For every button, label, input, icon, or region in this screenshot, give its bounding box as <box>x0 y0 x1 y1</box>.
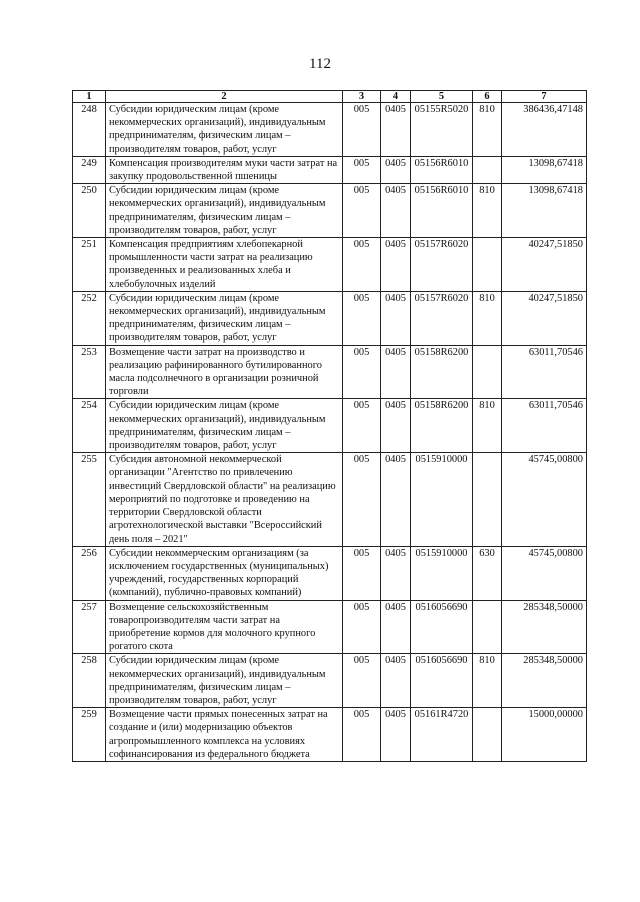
table-row <box>73 103 587 157</box>
expense-type-code: 630 <box>473 546 502 600</box>
row-number: 257 <box>73 600 106 654</box>
table-row <box>73 399 587 453</box>
row-description: Субсидии юридическим лицам (кроме некоммерческих организаций), индивидуальным предпринимателям, физическим лицам – производителям товаров, работ, услуг <box>106 184 343 238</box>
target-article-code: 0515910000 <box>411 546 473 600</box>
amount: 45745,00800 <box>502 546 587 600</box>
ministry-code: 005 <box>343 291 381 345</box>
amount: 40247,51850 <box>502 291 587 345</box>
row-number: 248 <box>73 103 106 157</box>
row-number: 251 <box>73 238 106 292</box>
ministry-code: 005 <box>343 708 381 762</box>
ministry-code: 005 <box>343 546 381 600</box>
header-cell: 5 <box>411 91 473 103</box>
expense-type-code <box>473 156 502 183</box>
amount: 285348,50000 <box>502 654 587 708</box>
expense-type-code: 810 <box>473 399 502 453</box>
table-row <box>73 156 587 183</box>
row-description: Возмещение части прямых понесенных затрат на создание и (или) модернизацию объектов агропромышленного комплекса на условиях софинансирования из федерального бюджета <box>106 708 343 762</box>
target-article-code: 05161R4720 <box>411 708 473 762</box>
amount: 63011,70546 <box>502 399 587 453</box>
row-description: Возмещение части затрат на производство и реализацию рафинированного бутилированного масла подсолнечного в организации розничной торговли <box>106 345 343 399</box>
table-row <box>73 453 587 546</box>
table-row <box>73 184 587 238</box>
row-description: Субсидии юридическим лицам (кроме некоммерческих организаций), индивидуальным предпринимателям, физическим лицам – производителям товаров, работ, услуг <box>106 654 343 708</box>
amount: 13098,67418 <box>502 184 587 238</box>
header-cell: 1 <box>73 91 106 103</box>
target-article-code: 05155R5020 <box>411 103 473 157</box>
section-code: 0405 <box>381 600 411 654</box>
row-number: 253 <box>73 345 106 399</box>
ministry-code: 005 <box>343 453 381 546</box>
expense-type-code <box>473 345 502 399</box>
ministry-code: 005 <box>343 156 381 183</box>
section-code: 0405 <box>381 103 411 157</box>
row-number: 254 <box>73 399 106 453</box>
expense-type-code <box>473 708 502 762</box>
table-row <box>73 238 587 292</box>
section-code: 0405 <box>381 345 411 399</box>
header-cell: 2 <box>106 91 343 103</box>
amount: 40247,51850 <box>502 238 587 292</box>
table-row <box>73 291 587 345</box>
section-code: 0405 <box>381 184 411 238</box>
ministry-code: 005 <box>343 654 381 708</box>
row-number: 258 <box>73 654 106 708</box>
expense-type-code <box>473 600 502 654</box>
table-row <box>73 654 587 708</box>
ministry-code: 005 <box>343 238 381 292</box>
row-description: Субсидия автономной некоммерческой организации "Агентство по привлечению инвестиций Свердловской области" на реализацию мероприятий по подготовке и проведению на территории Свердловской области агротехнологической выставки "Всероссийский день поля – 2021" <box>106 453 343 546</box>
section-code: 0405 <box>381 708 411 762</box>
row-description: Субсидии юридическим лицам (кроме некоммерческих организаций), индивидуальным предпринимателям, физическим лицам – производителям товаров, работ, услуг <box>106 291 343 345</box>
row-number: 256 <box>73 546 106 600</box>
row-description: Субсидии некоммерческим организациям (за исключением государственных (муниципальных) учреждений, государственных корпораций (компаний), публично-правовых компаний) <box>106 546 343 600</box>
amount: 13098,67418 <box>502 156 587 183</box>
target-article-code: 05156R6010 <box>411 156 473 183</box>
row-description: Субсидии юридическим лицам (кроме некоммерческих организаций), индивидуальным предпринимателям, физическим лицам – производителям товаров, работ, услуг <box>106 103 343 157</box>
amount: 285348,50000 <box>502 600 587 654</box>
expense-type-code <box>473 238 502 292</box>
page-number: 112 <box>309 56 331 72</box>
ministry-code: 005 <box>343 184 381 238</box>
ministry-code: 005 <box>343 103 381 157</box>
header-cell: 6 <box>473 91 502 103</box>
section-code: 0405 <box>381 399 411 453</box>
amount: 63011,70546 <box>502 345 587 399</box>
ministry-code: 005 <box>343 345 381 399</box>
table-row <box>73 600 587 654</box>
target-article-code: 05157R6020 <box>411 291 473 345</box>
row-number: 255 <box>73 453 106 546</box>
row-description: Компенсация предприятиям хлебопекарной промышленности части затрат на реализацию произведенных и реализованных хлеба и хлебобулочных изделий <box>106 238 343 292</box>
section-code: 0405 <box>381 156 411 183</box>
row-number: 249 <box>73 156 106 183</box>
section-code: 0405 <box>381 291 411 345</box>
amount: 45745,00800 <box>502 453 587 546</box>
row-description: Компенсация производителям муки части затрат на закупку продовольственной пшеницы <box>106 156 343 183</box>
table-row <box>73 708 587 762</box>
header-row <box>73 91 587 103</box>
target-article-code: 0516056690 <box>411 654 473 708</box>
header-cell: 4 <box>381 91 411 103</box>
target-article-code: 05156R6010 <box>411 184 473 238</box>
table-row <box>73 546 587 600</box>
budget-table <box>72 90 587 762</box>
header-cell: 7 <box>502 91 587 103</box>
ministry-code: 005 <box>343 600 381 654</box>
expense-type-code: 810 <box>473 291 502 345</box>
row-description: Возмещение сельскохозяйственным товаропроизводителям части затрат на приобретение кормов для молочного крупного рогатого скота <box>106 600 343 654</box>
header-cell: 3 <box>343 91 381 103</box>
expense-type-code: 810 <box>473 184 502 238</box>
ministry-code: 005 <box>343 399 381 453</box>
expense-type-code: 810 <box>473 103 502 157</box>
target-article-code: 0515910000 <box>411 453 473 546</box>
row-number: 259 <box>73 708 106 762</box>
row-description: Субсидии юридическим лицам (кроме некоммерческих организаций), индивидуальным предпринимателям, физическим лицам – производителям товаров, работ, услуг <box>106 399 343 453</box>
target-article-code: 05158R6200 <box>411 345 473 399</box>
section-code: 0405 <box>381 238 411 292</box>
expense-type-code: 810 <box>473 654 502 708</box>
amount: 15000,00000 <box>502 708 587 762</box>
target-article-code: 05157R6020 <box>411 238 473 292</box>
row-number: 252 <box>73 291 106 345</box>
amount: 386436,47148 <box>502 103 587 157</box>
table-row <box>73 345 587 399</box>
target-article-code: 0516056690 <box>411 600 473 654</box>
section-code: 0405 <box>381 546 411 600</box>
section-code: 0405 <box>381 453 411 546</box>
target-article-code: 05158R6200 <box>411 399 473 453</box>
expense-type-code <box>473 453 502 546</box>
section-code: 0405 <box>381 654 411 708</box>
row-number: 250 <box>73 184 106 238</box>
